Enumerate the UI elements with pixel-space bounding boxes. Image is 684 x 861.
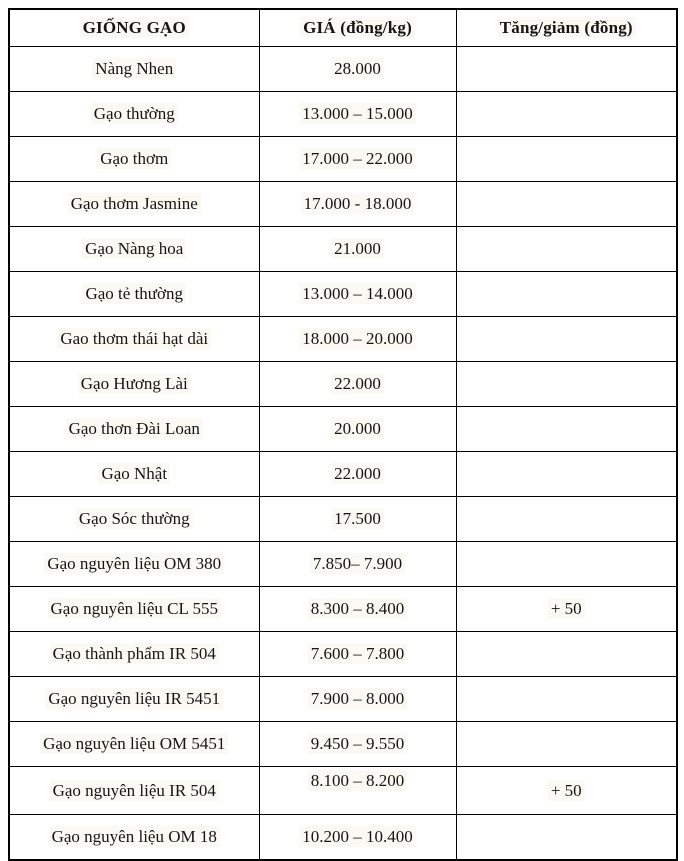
- change-cell: [456, 182, 677, 227]
- price-cell-text: 17.000 - 18.000: [301, 193, 415, 214]
- table-row: [9, 317, 677, 362]
- variety-cell-text: Gạo tẻ thường: [82, 283, 186, 304]
- variety-cell-text: Gạo nguyên liệu IR 504: [50, 780, 219, 801]
- variety-cell: [9, 362, 259, 407]
- table-row: [9, 767, 677, 815]
- variety-cell-text: Gạo Hương Lài: [78, 373, 191, 394]
- change-cell: [456, 47, 677, 92]
- price-cell: [259, 497, 456, 542]
- variety-cell: [9, 317, 259, 362]
- price-cell: [259, 92, 456, 137]
- change-cell: [456, 632, 677, 677]
- price-cell-text: 17.500: [331, 508, 384, 529]
- price-cell-text: 20.000: [331, 418, 384, 439]
- price-cell: [259, 632, 456, 677]
- header-price: [259, 9, 456, 47]
- table-row: [9, 722, 677, 767]
- price-cell: [259, 227, 456, 272]
- price-cell-text: 22.000: [331, 463, 384, 484]
- table-row: [9, 452, 677, 497]
- price-cell-text: 21.000: [331, 238, 384, 259]
- variety-cell-text: Gạo nguyên liệu OM 18: [49, 826, 220, 847]
- variety-cell-text: Gạo Sóc thường: [76, 508, 193, 529]
- header-change-label: Tăng/giảm (đồng): [497, 17, 636, 38]
- variety-cell: [9, 677, 259, 722]
- price-cell: [259, 767, 456, 815]
- variety-cell: [9, 452, 259, 497]
- table-row: [9, 272, 677, 317]
- price-cell: [259, 587, 456, 632]
- variety-cell: [9, 587, 259, 632]
- price-cell-text: 10.200 – 10.400: [299, 826, 416, 847]
- price-cell: [259, 182, 456, 227]
- change-cell: [456, 542, 677, 587]
- variety-cell: [9, 47, 259, 92]
- change-cell: [456, 272, 677, 317]
- table-row: [9, 542, 677, 587]
- price-cell-text: 17.000 – 22.000: [299, 148, 416, 169]
- variety-cell-text: Nàng Nhen: [92, 58, 176, 79]
- variety-cell: [9, 632, 259, 677]
- price-cell-text: 7.850– 7.900: [310, 553, 405, 574]
- table-row: [9, 362, 677, 407]
- price-cell-text: 13.000 – 14.000: [299, 283, 416, 304]
- change-cell: [456, 722, 677, 767]
- header-variety-label: GIỐNG GẠO: [80, 17, 189, 38]
- table-row: [9, 47, 677, 92]
- price-cell-text: 7.900 – 8.000: [308, 688, 408, 709]
- table-row: [9, 632, 677, 677]
- price-cell-text: 8.300 – 8.400: [308, 598, 408, 619]
- change-cell-text: + 50: [548, 780, 585, 801]
- table-row: [9, 677, 677, 722]
- variety-cell-text: Gao thơm thái hạt dài: [57, 328, 211, 349]
- variety-cell-text: Gạo nguyên liệu OM 380: [44, 553, 224, 574]
- variety-cell: [9, 182, 259, 227]
- variety-cell: [9, 815, 259, 861]
- change-cell: [456, 92, 677, 137]
- change-cell: [456, 587, 677, 632]
- price-cell: [259, 137, 456, 182]
- change-cell: [456, 137, 677, 182]
- change-cell: [456, 677, 677, 722]
- variety-cell-text: Gạo Nhật: [98, 463, 170, 484]
- price-cell-text: 18.000 – 20.000: [299, 328, 416, 349]
- price-table-body: [9, 47, 677, 861]
- change-cell: [456, 407, 677, 452]
- variety-cell: [9, 767, 259, 815]
- table-row: [9, 92, 677, 137]
- change-cell: [456, 362, 677, 407]
- change-cell: [456, 767, 677, 815]
- price-cell-text: 7.600 – 7.800: [308, 643, 408, 664]
- variety-cell-text: Gạo thơn Đài Loan: [66, 418, 203, 439]
- price-cell: [259, 722, 456, 767]
- price-cell-text: 13.000 – 15.000: [299, 103, 416, 124]
- header-change: [456, 9, 677, 47]
- price-cell: [259, 47, 456, 92]
- change-cell: [456, 227, 677, 272]
- change-cell: [456, 452, 677, 497]
- price-cell-text: 22.000: [331, 373, 384, 394]
- price-cell: [259, 407, 456, 452]
- variety-cell: [9, 497, 259, 542]
- price-cell-text: 28.000: [331, 58, 384, 79]
- header-variety: [9, 9, 259, 47]
- change-cell: [456, 815, 677, 861]
- table-row: [9, 407, 677, 452]
- variety-cell: [9, 137, 259, 182]
- table-row: [9, 587, 677, 632]
- variety-cell: [9, 92, 259, 137]
- variety-cell: [9, 227, 259, 272]
- change-cell-text: + 50: [548, 598, 585, 619]
- header-price-label: GIÁ (đồng/kg): [300, 17, 415, 38]
- change-cell: [456, 317, 677, 362]
- variety-cell-text: Gạo nguyên liệu IR 5451: [45, 688, 223, 709]
- variety-cell-text: Gạo Nàng hoa: [82, 238, 186, 259]
- table-row: [9, 815, 677, 861]
- price-cell: [259, 815, 456, 861]
- variety-cell-text: Gạo nguyên liệu OM 5451: [40, 733, 228, 754]
- price-cell: [259, 362, 456, 407]
- price-cell: [259, 317, 456, 362]
- variety-cell-text: Gạo thành phẩm IR 504: [50, 643, 219, 664]
- header-row: [9, 9, 677, 47]
- table-row: [9, 137, 677, 182]
- price-cell-text: 8.100 – 8.200: [308, 770, 408, 791]
- variety-cell-text: Gạo nguyên liệu CL 555: [48, 598, 221, 619]
- price-cell: [259, 677, 456, 722]
- table-row: [9, 227, 677, 272]
- variety-cell: [9, 272, 259, 317]
- price-cell-text: 9.450 – 9.550: [308, 733, 408, 754]
- variety-cell: [9, 407, 259, 452]
- variety-cell-text: Gạo thơm: [97, 148, 171, 169]
- variety-cell-text: Gạo thơm Jasmine: [68, 193, 201, 214]
- variety-cell: [9, 722, 259, 767]
- price-cell: [259, 542, 456, 587]
- table-row: [9, 182, 677, 227]
- price-cell: [259, 272, 456, 317]
- variety-cell-text: Gạo thường: [91, 103, 178, 124]
- rice-price-table: [8, 8, 678, 861]
- price-cell: [259, 452, 456, 497]
- variety-cell: [9, 542, 259, 587]
- table-row: [9, 497, 677, 542]
- change-cell: [456, 497, 677, 542]
